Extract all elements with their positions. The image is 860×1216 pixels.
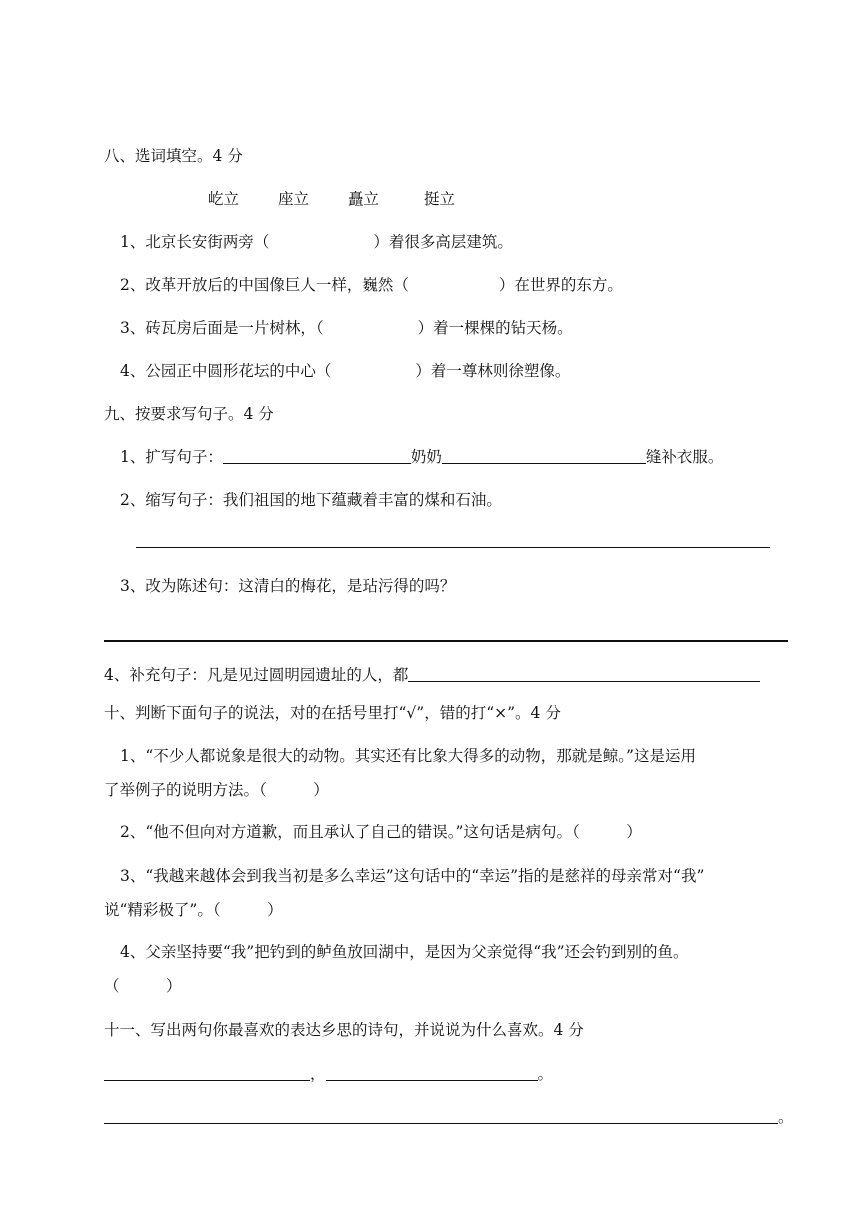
s8-q3-text: 3、砖瓦房后面是一片树林，（ [120,319,324,337]
period-mark: 。 [778,1108,794,1126]
s9-q1-text: 缝补衣服。 [645,448,724,466]
comma-mark: ， [310,1065,326,1083]
s9-q4-text: 4、补充句子：凡是见过圆明园遗址的人，都 [104,666,409,684]
s9-question-2: 2、缩写句子：我们祖国的地下蕴藏着丰富的煤和石油。 [120,491,502,509]
word-option: 屹立 [208,190,240,208]
period-mark: 。 [537,1065,554,1083]
s8-q2-text: 2、改革开放后的中国像巨人一样，巍然（ [120,276,409,294]
section-9-title: 九、按要求写句子。4 分 [104,405,274,423]
s9-q1-text: 1、扩写句子： [120,448,223,466]
s10-question-2: 2、“他不但向对方道歉，而且承认了自己的错误。”这句话是病句。（ ） [120,823,642,841]
s9-question-4 [104,665,760,685]
section-10-title: 十、判断下面句子的说法，对的在括号里打“√”，错的打“×”。4 分 [104,704,561,722]
answer-line[interactable] [408,665,760,682]
s10-question-1: 1、“不少人都说象是很大的动物。其实还有比象大得多的动物，那就是鲸。”这是运用 [120,747,696,765]
s10-question-3: 3、“我越来越体会到我当初是多么幸运”这句话中的“幸运”指的是慈祥的母亲常对“我” [120,867,705,885]
answer-line[interactable] [326,1064,538,1081]
word-option: 座立 [278,190,310,208]
word-option: 挺立 [424,190,456,208]
s9-question-3: 3、改为陈述句：这清白的梅花，是玷污得的吗？ [120,577,456,595]
word-bank [208,189,455,209]
answer-line[interactable] [104,1064,310,1081]
s10-question-4-cont: （ ） [104,977,182,995]
s10-question-3-cont: 说“精彩极了”。（ ） [104,901,283,919]
s10-question-4: 4、父亲坚持要“我”把钓到的鲈鱼放回湖中，是因为父亲觉得“我”还会钓到别的鱼。 [120,943,689,961]
s8-q4-text: 4、公园正中圆形花坛的中心（ [120,362,332,380]
reason-answer-row [104,1107,794,1127]
answer-line[interactable] [223,447,411,464]
s9-question-1 [120,447,723,467]
s8-q1-text: ）着很多高层建筑。 [373,233,513,251]
s8-question-3 [120,318,573,338]
s10-question-1-cont: 了举例子的说明方法。（ ） [104,781,329,799]
answer-line[interactable] [136,547,770,548]
section-11-title: 十一、写出两句你最喜欢的表达乡思的诗句，并说说为什么喜欢。4 分 [104,1021,584,1039]
s8-q4-text: ）着一尊林则徐塑像。 [415,362,571,380]
answer-line[interactable] [442,447,646,464]
section-8-title: 八、选词填空。4 分 [104,147,243,165]
poem-answer-row [104,1064,553,1084]
s8-q2-text: ）在世界的东方。 [498,276,623,294]
s8-question-2 [120,275,623,295]
word-option: 矗立 [348,190,380,208]
s8-q1-text: 1、北京长安街两旁（ [120,233,270,251]
s8-q3-text: ）着一棵棵的钻天杨。 [417,319,573,337]
s8-question-4 [120,361,570,381]
s9-q1-text: 奶奶 [410,448,442,466]
answer-line[interactable] [104,640,788,642]
s8-question-1 [120,232,513,252]
answer-line[interactable] [104,1107,778,1124]
